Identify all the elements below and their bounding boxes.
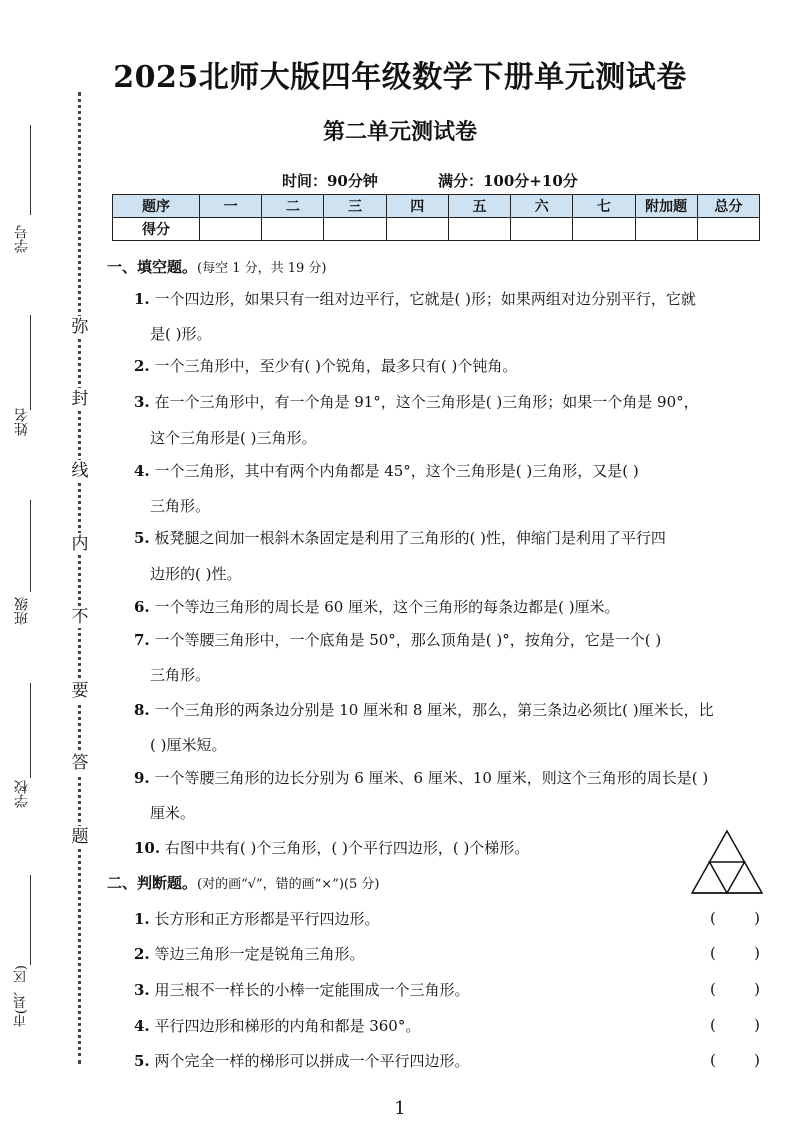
exam-subtitle: 第二单元测试卷 <box>322 119 477 145</box>
question <box>134 597 770 617</box>
question-continuation: 是( )形。 <box>150 325 212 343</box>
judge-question <box>134 980 674 1000</box>
score-header-cell: 三 <box>324 195 386 218</box>
paren-open: ( <box>710 980 716 998</box>
question-number: 4. <box>134 1017 150 1035</box>
paren-close: ) <box>754 980 760 998</box>
student-id-label: 学号 <box>14 225 30 253</box>
question-text: 在一个三角形中，有一个角是 91°，这个三角形是( )三角形；如果一个角是 90°， <box>154 393 699 411</box>
question <box>134 392 770 412</box>
judge-question <box>134 1016 674 1036</box>
question <box>134 289 770 309</box>
question-continuation: 厘米。 <box>150 804 196 822</box>
question-text: 一个等边三角形的周长是 60 厘米，这个三角形的每条边都是( )厘米。 <box>154 598 620 616</box>
score-table-row <box>113 218 760 241</box>
seal-char: 要 <box>68 680 92 702</box>
question-number: 5. <box>134 529 150 547</box>
section1-note: (每空 1 分，共 19 分) <box>197 261 327 276</box>
question-number: 3. <box>134 393 150 411</box>
section1-title: 一、填空题。 <box>107 258 198 276</box>
score-table <box>112 194 760 241</box>
question-number: 2. <box>134 357 150 375</box>
score-cell[interactable] <box>511 218 573 241</box>
paren-open: ( <box>710 944 716 962</box>
question <box>134 461 770 481</box>
question-number: 4. <box>134 462 150 480</box>
question-text: 长方形和正方形都是平行四边形。 <box>154 910 380 928</box>
district-line[interactable] <box>30 875 31 965</box>
question-number: 8. <box>134 701 150 719</box>
question-text: 一个等腰三角形的边长分别为 6 厘米、6 厘米、10 厘米，则这个三角形的周长是( ) <box>154 769 709 787</box>
paren-open: ( <box>710 1016 716 1034</box>
seal-char: 答 <box>68 752 92 774</box>
question-text: 等边三角形一定是锐角三角形。 <box>154 945 365 963</box>
district-label: 市(县、区) <box>14 965 29 1028</box>
question <box>134 528 770 548</box>
paren-open: ( <box>710 909 716 927</box>
paren-open: ( <box>710 1051 716 1069</box>
name-line[interactable] <box>30 315 31 410</box>
triangle-figure <box>688 828 766 896</box>
score-cell[interactable] <box>697 218 759 241</box>
page-number: 1 <box>394 1098 406 1119</box>
question <box>134 356 770 376</box>
question-continuation: 三角形。 <box>150 666 211 684</box>
question-number: 2. <box>134 945 150 963</box>
section1-heading <box>107 256 327 277</box>
score-header-cell: 总分 <box>697 195 759 218</box>
school-line[interactable] <box>30 683 31 778</box>
score-header-cell: 六 <box>511 195 573 218</box>
question-number: 10. <box>134 839 161 857</box>
question-continuation: 这个三角形是( )三角形。 <box>150 429 317 447</box>
seal-char: 不 <box>68 606 92 628</box>
score-header-cell: 一 <box>200 195 262 218</box>
score-table-header <box>113 195 760 218</box>
seal-char: 弥 <box>68 316 92 338</box>
exam-full-score: 满分：100分+10分 <box>438 172 578 190</box>
question-continuation: ( )厘米短。 <box>150 736 227 754</box>
school-label: 学校 <box>14 780 30 808</box>
judge-question <box>134 909 674 929</box>
question-number: 1. <box>134 290 150 308</box>
score-cell[interactable] <box>448 218 510 241</box>
question-text: 一个三角形中，至少有( )个锐角，最多只有( )个钝角。 <box>154 357 518 375</box>
score-cell[interactable] <box>386 218 448 241</box>
question <box>134 768 770 788</box>
question-number: 9. <box>134 769 150 787</box>
score-header-cell: 题序 <box>113 195 200 218</box>
question <box>134 838 674 858</box>
score-row-label: 得分 <box>113 218 200 241</box>
score-cell[interactable] <box>635 218 697 241</box>
question-number: 7. <box>134 631 150 649</box>
question-continuation: 三角形。 <box>150 497 211 515</box>
section2-title: 二、判断题。 <box>107 874 198 892</box>
question-text: 一个四边形，如果只有一组对边平行，它就是( )形；如果两组对边分别平行，它就 <box>154 290 696 308</box>
question <box>134 700 770 720</box>
judge-question <box>134 1051 674 1071</box>
score-cell[interactable] <box>262 218 324 241</box>
seal-char: 题 <box>68 826 92 848</box>
exam-time: 时间：90分钟 <box>282 172 378 190</box>
question-text: 右图中共有( )个三角形，( )个平行四边形，( )个梯形。 <box>164 839 530 857</box>
class-line[interactable] <box>30 500 31 592</box>
class-label: 班级 <box>14 597 30 625</box>
section2-note: (对的画“√”，错的画“×”)(5 分) <box>197 877 380 892</box>
question-number: 6. <box>134 598 150 616</box>
score-header-cell: 二 <box>262 195 324 218</box>
answer-parentheses[interactable] <box>710 944 760 962</box>
judge-question <box>134 944 674 964</box>
score-header-cell: 七 <box>573 195 635 218</box>
score-header-cell: 附加题 <box>635 195 697 218</box>
paren-close: ) <box>754 909 760 927</box>
answer-parentheses[interactable] <box>710 1016 760 1034</box>
score-cell[interactable] <box>200 218 262 241</box>
seal-char: 内 <box>68 533 92 555</box>
question-number: 5. <box>134 1052 150 1070</box>
question <box>134 630 770 650</box>
question-text: 一个三角形的两条边分别是 10 厘米和 8 厘米，那么，第三条边必须比( )厘米长，比 <box>154 701 714 719</box>
score-header-cell: 四 <box>386 195 448 218</box>
question-text: 板凳腿之间加一根斜木条固定是利用了三角形的( )性，伸缩门是利用了平行四 <box>154 529 666 547</box>
question-number: 1. <box>134 910 150 928</box>
question-text: 一个等腰三角形中，一个底角是 50°，那么顶角是( )°，按角分，它是一个( ) <box>154 631 662 649</box>
answer-parentheses[interactable] <box>710 909 760 927</box>
paren-close: ) <box>754 944 760 962</box>
name-label: 姓名 <box>14 408 30 436</box>
exam-title: 2025北师大版四年级数学下册单元测试卷 <box>113 60 687 95</box>
seal-char: 线 <box>68 460 92 482</box>
answer-parentheses[interactable] <box>710 1051 760 1069</box>
question-text: 一个三角形，其中有两个内角都是 45°，这个三角形是( )三角形，又是( ) <box>154 462 639 480</box>
score-cell[interactable] <box>324 218 386 241</box>
section2-heading <box>107 872 379 893</box>
question-text: 平行四边形和梯形的内角和都是 360°。 <box>154 1017 421 1035</box>
seal-dotted-line <box>78 92 81 1064</box>
answer-parentheses[interactable] <box>710 980 760 998</box>
question-number: 3. <box>134 981 150 999</box>
paren-close: ) <box>754 1051 760 1069</box>
score-cell[interactable] <box>573 218 635 241</box>
seal-char: 封 <box>68 388 92 410</box>
question-text: 用三根不一样长的小棒一定能围成一个三角形。 <box>154 981 470 999</box>
question-text: 两个完全一样的梯形可以拼成一个平行四边形。 <box>154 1052 470 1070</box>
score-header-cell: 五 <box>448 195 510 218</box>
paren-close: ) <box>754 1016 760 1034</box>
question-continuation: 边形的( )性。 <box>150 565 242 583</box>
